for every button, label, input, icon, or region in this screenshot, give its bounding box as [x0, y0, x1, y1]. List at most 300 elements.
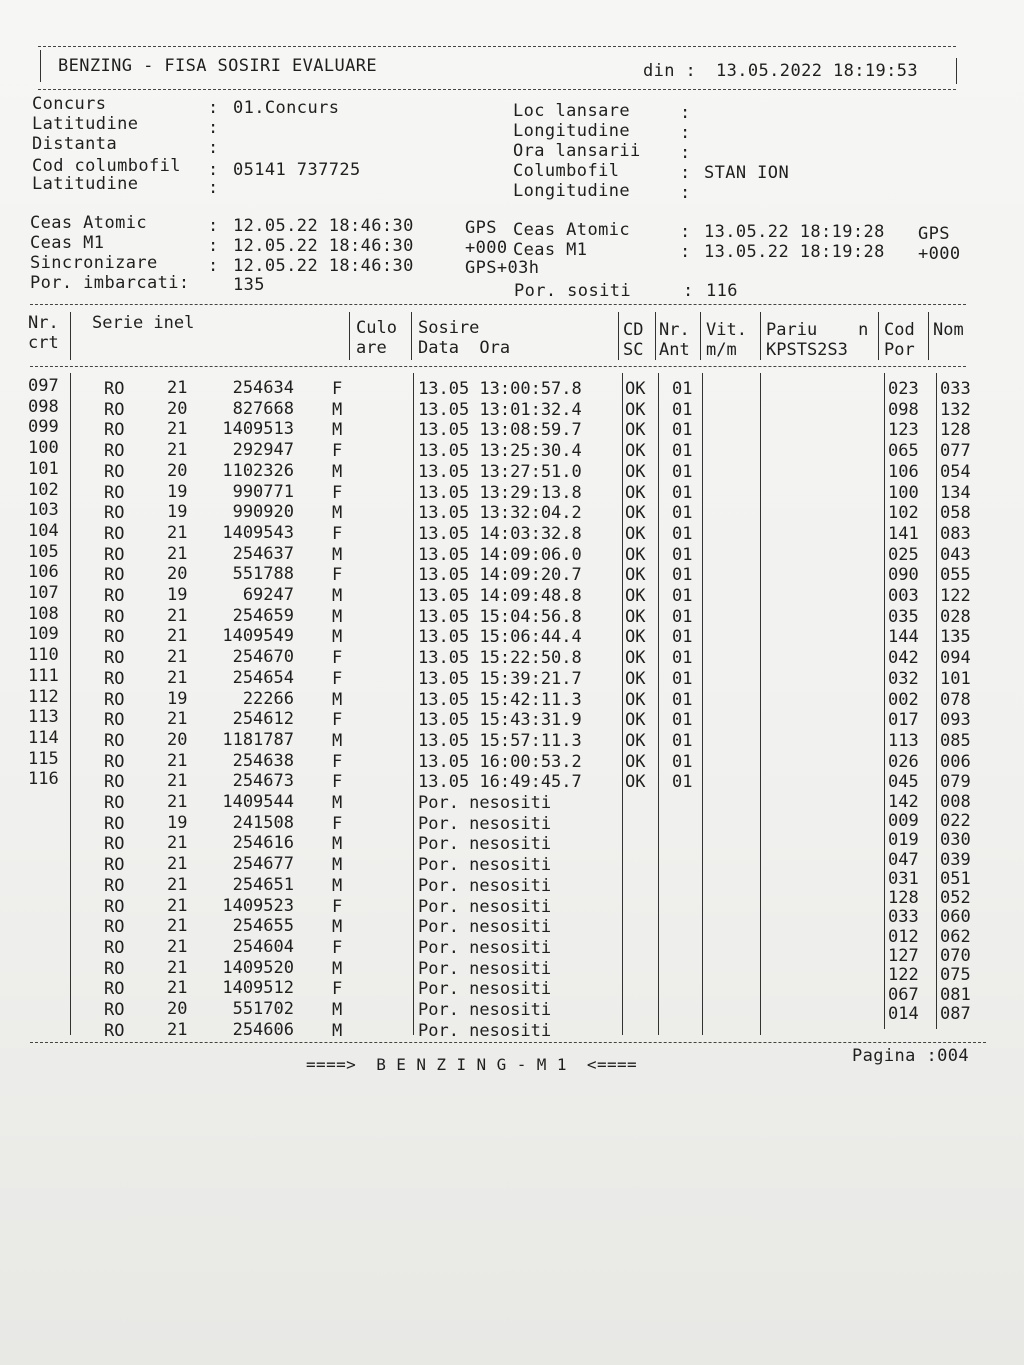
column-header-culoare: Culo — [356, 318, 397, 338]
check-status: OK — [625, 503, 646, 524]
column-divider — [700, 312, 701, 360]
cod-por: 144 — [888, 627, 919, 648]
ring-country: RO — [104, 420, 125, 441]
nom: 077 — [940, 441, 971, 462]
cod-por: 032 — [888, 668, 919, 689]
clock-value: 12.05.22 18:46:30 — [233, 216, 414, 236]
ring-year: 21 — [167, 895, 188, 916]
sex: M — [332, 606, 343, 627]
ring-year: 21 — [167, 667, 188, 688]
sex: F — [332, 482, 343, 503]
check-status: OK — [625, 730, 646, 751]
nom: 128 — [940, 420, 971, 441]
cod-por: 026 — [888, 751, 919, 772]
ring-number: 1409523 — [222, 895, 294, 916]
cod-por: 003 — [888, 586, 919, 606]
arrival-time: 13.05 15:04:56.8 — [418, 606, 582, 627]
check-status: OK — [625, 689, 646, 710]
nom: 055 — [940, 565, 971, 586]
row-number: 110 — [28, 645, 59, 666]
ring-year: 21 — [167, 419, 188, 440]
column-divider — [658, 373, 659, 1035]
ring-number: 1409512 — [222, 978, 294, 999]
row-number: 098 — [28, 396, 59, 417]
cod-por: 012 — [888, 926, 919, 947]
clock-extra: GPS — [465, 218, 497, 238]
ring-country: RO — [104, 710, 125, 731]
ring-year: 21 — [167, 750, 188, 771]
arrived-label: Por. sositi — [514, 281, 631, 301]
clock-label: Ceas M1 — [30, 233, 105, 253]
ring-year: 21 — [167, 957, 188, 978]
check-status: OK — [625, 606, 646, 627]
ring-number: 1181787 — [222, 729, 294, 750]
check-status: OK — [625, 399, 646, 420]
row-number: 114 — [28, 727, 59, 748]
cod-por: 031 — [888, 868, 919, 889]
cod-por: 017 — [888, 710, 919, 731]
ring-country: RO — [104, 772, 125, 793]
cod-por: 127 — [888, 946, 919, 966]
ring-number: 254670 — [232, 647, 294, 668]
ring-country: RO — [104, 441, 125, 462]
check-status: OK — [625, 482, 646, 503]
report-title: BENZING - FISA SOSIRI EVALUARE — [58, 56, 378, 76]
ring-year: 21 — [167, 543, 188, 564]
ring-year: 21 — [167, 916, 188, 937]
clock-extra: +000 — [465, 238, 508, 258]
ring-year: 20 — [167, 729, 188, 750]
cod-por: 113 — [888, 730, 919, 751]
info-label: Loc lansare — [513, 101, 630, 121]
header-right-border — [956, 58, 957, 84]
ring-country: RO — [104, 565, 125, 586]
ring-number: 254612 — [232, 709, 294, 730]
check-status: OK — [625, 441, 646, 462]
nom: 093 — [940, 710, 971, 731]
ring-number: 254677 — [232, 854, 294, 875]
arrival-time: Por. nesositi — [418, 979, 552, 1000]
column-header-pariu-line2: KPSTS2S3 — [766, 340, 848, 360]
info-separator: : — [208, 138, 219, 158]
column-divider — [928, 312, 929, 360]
info-label: Concurs — [32, 94, 107, 114]
sex: F — [332, 441, 343, 462]
check-status: OK — [625, 668, 646, 689]
antenna-number: 01 — [672, 523, 693, 544]
column-header-cdsc: CD — [623, 320, 644, 340]
ring-country: RO — [104, 627, 125, 648]
sex: M — [332, 1020, 343, 1041]
ring-number: 241508 — [232, 812, 294, 833]
arrival-time: 13.05 13:32:04.2 — [418, 503, 582, 524]
ring-year: 19 — [167, 688, 188, 709]
check-status: OK — [625, 565, 646, 586]
ring-year: 19 — [167, 812, 188, 833]
arrival-time: 13.05 13:01:32.4 — [418, 399, 582, 420]
sex: F — [332, 751, 343, 772]
ring-country: RO — [104, 523, 125, 544]
ring-year: 21 — [167, 440, 188, 461]
antenna-number: 01 — [672, 399, 693, 420]
nom: 039 — [940, 849, 971, 870]
antenna-number: 01 — [672, 461, 693, 482]
nom: 122 — [940, 586, 971, 606]
sex: M — [332, 730, 343, 751]
report-date: 13.05.2022 18:19:53 — [716, 61, 919, 81]
ring-year: 21 — [167, 833, 188, 854]
cod-por: 123 — [888, 420, 919, 441]
ring-year: 20 — [167, 999, 188, 1019]
antenna-number: 01 — [672, 668, 693, 689]
arrival-time: 13.05 15:57:11.3 — [418, 730, 582, 751]
column-header-culoare-line2: are — [356, 338, 387, 358]
ring-number: 69247 — [242, 585, 294, 605]
sex: F — [332, 772, 343, 793]
cod-por: 090 — [888, 565, 919, 586]
clock-value: 12.05.22 18:46:30 — [233, 256, 414, 276]
row-number: 106 — [28, 562, 59, 583]
info-label: Ora lansarii — [513, 141, 641, 161]
row-number: 108 — [28, 603, 59, 624]
check-status: OK — [625, 461, 646, 482]
ring-country: RO — [104, 482, 125, 503]
arrival-time: 13.05 13:25:30.4 — [418, 441, 582, 462]
info-separator: : — [208, 178, 219, 198]
ring-number: 254659 — [232, 605, 294, 626]
ring-number: 292947 — [232, 440, 294, 461]
arrival-time: 13.05 13:27:51.0 — [418, 461, 582, 482]
ring-number: 254673 — [232, 771, 294, 792]
ring-year: 21 — [167, 874, 188, 895]
column-divider — [760, 373, 761, 1035]
sex: F — [332, 979, 343, 1000]
row-number: 100 — [28, 438, 59, 459]
antenna-number: 01 — [672, 420, 693, 441]
check-status: OK — [625, 523, 646, 544]
ring-year: 21 — [167, 936, 188, 957]
info-label: Cod columbofil — [32, 156, 181, 176]
ring-number: 827668 — [232, 398, 294, 419]
column-divider — [622, 373, 623, 1035]
ring-year: 20 — [167, 564, 188, 585]
column-divider — [618, 312, 619, 360]
ring-number: 1409543 — [222, 522, 294, 543]
footer-brand: ====> B E N Z I N G - M 1 <==== — [306, 1055, 638, 1074]
sex: M — [332, 461, 343, 482]
sex: F — [332, 648, 343, 669]
cod-por: 023 — [888, 379, 919, 399]
cod-por: 141 — [888, 523, 919, 544]
nom: 006 — [940, 751, 971, 772]
clock-separator: : — [680, 242, 691, 262]
cod-por: 128 — [888, 888, 919, 909]
cod-por: 002 — [888, 689, 919, 710]
ring-country: RO — [104, 875, 125, 896]
nom: 078 — [940, 689, 971, 710]
ring-country: RO — [104, 937, 125, 958]
sex: F — [332, 523, 343, 544]
table-bottom-rule — [30, 1042, 986, 1043]
cod-por: 019 — [888, 830, 919, 851]
ring-country: RO — [104, 399, 125, 420]
ring-country: RO — [104, 606, 125, 627]
ring-number: 1102326 — [222, 460, 294, 481]
sex: M — [332, 544, 343, 565]
antenna-number: 01 — [672, 503, 693, 524]
ring-year: 20 — [167, 460, 188, 481]
column-header-sosire: Sosire — [418, 318, 480, 338]
antenna-number: 01 — [672, 730, 693, 751]
sex: F — [332, 813, 343, 834]
arrival-time: Por. nesositi — [418, 793, 552, 813]
ring-year: 21 — [167, 1019, 188, 1040]
column-header-codpor-line2: Por — [884, 340, 915, 360]
cod-por: 065 — [888, 441, 919, 462]
clock-separator: : — [208, 236, 219, 256]
sex: M — [332, 689, 343, 710]
arrival-time: 13.05 13:00:57.8 — [418, 379, 582, 399]
nom: 079 — [940, 772, 971, 793]
ring-number: 990920 — [232, 502, 294, 523]
nom: 028 — [940, 606, 971, 627]
ring-year: 21 — [167, 854, 188, 875]
arrival-time: Por. nesositi — [418, 1000, 552, 1020]
ring-country: RO — [104, 503, 125, 524]
table-top-rule — [30, 304, 966, 305]
column-header-nr: Nr. — [28, 313, 59, 333]
ring-country: RO — [104, 751, 125, 772]
nom: 132 — [940, 399, 971, 420]
clock-extra: GPS+03h — [465, 258, 540, 278]
sex: M — [332, 958, 343, 979]
clock-label: Ceas Atomic — [513, 220, 630, 240]
row-number: 105 — [28, 541, 59, 562]
nom: 101 — [940, 668, 971, 689]
ring-number: 551788 — [232, 564, 294, 585]
info-separator: : — [208, 160, 219, 180]
check-status: OK — [625, 586, 646, 606]
arrival-time: Por. nesositi — [418, 1020, 552, 1041]
sex: M — [332, 834, 343, 855]
info-separator: : — [680, 143, 691, 163]
sex: M — [332, 399, 343, 420]
ring-country: RO — [104, 958, 125, 979]
cod-por: 009 — [888, 810, 919, 831]
ring-country: RO — [104, 461, 125, 482]
ring-country: RO — [104, 813, 125, 834]
antenna-number: 01 — [672, 441, 693, 462]
ring-year: 21 — [167, 771, 188, 792]
sex: F — [332, 896, 343, 917]
row-number: 113 — [28, 707, 59, 728]
check-status: OK — [625, 772, 646, 793]
clock-separator: : — [680, 222, 691, 242]
antenna-number: 01 — [672, 482, 693, 503]
arrived-count: 116 — [706, 281, 738, 301]
clock-separator: : — [208, 216, 219, 236]
ring-number: 22266 — [242, 688, 294, 709]
boarded-count: 135 — [233, 275, 265, 295]
info-label: Latitudine — [32, 174, 139, 194]
cod-por: 122 — [888, 965, 919, 986]
info-separator: : — [680, 163, 691, 183]
nom: 070 — [940, 946, 971, 966]
arrival-time: 13.05 15:06:44.4 — [418, 627, 582, 648]
cod-por: 047 — [888, 849, 919, 870]
ring-year: 21 — [167, 792, 188, 812]
ring-country: RO — [104, 1020, 125, 1041]
clock-extra: GPS — [918, 224, 950, 244]
ring-country: RO — [104, 730, 125, 751]
ring-year: 21 — [167, 709, 188, 730]
clock-label: Ceas M1 — [513, 240, 588, 260]
ring-country: RO — [104, 668, 125, 689]
nom: 008 — [940, 791, 971, 812]
arrival-time: 13.05 16:00:53.2 — [418, 751, 582, 772]
ring-country: RO — [104, 379, 125, 399]
row-number: 104 — [28, 520, 59, 541]
ring-country: RO — [104, 1000, 125, 1020]
row-number: 115 — [28, 748, 59, 769]
cod-por: 067 — [888, 984, 919, 1005]
column-divider — [702, 373, 703, 1035]
check-status: OK — [625, 544, 646, 565]
column-divider — [936, 373, 937, 1029]
nom: 085 — [940, 730, 971, 751]
cod-por: 045 — [888, 772, 919, 793]
arrival-time: 13.05 15:42:11.3 — [418, 689, 582, 710]
nom: 135 — [940, 627, 971, 648]
ring-country: RO — [104, 855, 125, 876]
clock-separator: : — [208, 256, 219, 276]
column-header-vit: Vit. — [706, 320, 747, 340]
boarded-label: Por. imbarcati: — [30, 273, 190, 293]
ring-country: RO — [104, 917, 125, 938]
nom: 083 — [940, 523, 971, 544]
arrived-separator: : — [683, 281, 694, 301]
sex: M — [332, 503, 343, 524]
antenna-number: 01 — [672, 379, 693, 399]
antenna-number: 01 — [672, 710, 693, 731]
cod-por: 035 — [888, 606, 919, 627]
info-separator: : — [680, 123, 691, 143]
arrival-time: Por. nesositi — [418, 855, 552, 876]
ring-number: 1409513 — [222, 419, 294, 440]
cod-por: 033 — [888, 907, 919, 928]
antenna-number: 01 — [672, 627, 693, 648]
ring-number: 254604 — [232, 936, 294, 957]
check-status: OK — [625, 648, 646, 669]
row-number: 116 — [28, 769, 59, 790]
ring-year: 19 — [167, 481, 188, 502]
column-header-vit-line2: m/m — [706, 340, 737, 360]
nom: 062 — [940, 926, 971, 947]
column-header-codpor: Cod — [884, 320, 915, 340]
cod-por: 042 — [888, 648, 919, 669]
clock-value: 13.05.22 18:19:28 — [704, 222, 885, 242]
table-header-rule — [30, 366, 966, 367]
page-number: Pagina :004 — [852, 1046, 969, 1066]
row-number: 099 — [28, 417, 59, 438]
cod-por: 014 — [888, 1003, 919, 1024]
ring-number: 254616 — [232, 833, 294, 854]
row-number: 097 — [28, 376, 59, 396]
ring-number: 1409544 — [222, 792, 294, 812]
check-status: OK — [625, 627, 646, 648]
sex: M — [332, 875, 343, 896]
ring-number: 1409520 — [222, 957, 294, 978]
ring-number: 254638 — [232, 750, 294, 771]
ring-year: 21 — [167, 605, 188, 626]
antenna-number: 01 — [672, 689, 693, 710]
ring-number: 1409549 — [222, 626, 294, 647]
sex: M — [332, 855, 343, 876]
column-divider — [70, 373, 71, 1035]
info-separator: : — [680, 103, 691, 123]
column-divider — [411, 312, 412, 360]
ring-number: 254655 — [232, 916, 294, 937]
nom: 052 — [940, 888, 971, 909]
antenna-number: 01 — [672, 606, 693, 627]
column-divider — [349, 312, 350, 360]
nom: 094 — [940, 648, 971, 669]
arrival-time: 13.05 14:09:48.8 — [418, 586, 582, 606]
ring-year: 21 — [167, 647, 188, 668]
arrival-time: Por. nesositi — [418, 917, 552, 938]
info-value: STAN ION — [704, 163, 790, 183]
nom: 022 — [940, 810, 971, 831]
arrival-time: 13.05 13:29:13.8 — [418, 482, 582, 503]
column-divider — [655, 312, 656, 360]
antenna-number: 01 — [672, 586, 693, 606]
column-divider — [878, 312, 879, 360]
column-header-nrant: Nr. — [659, 320, 690, 340]
check-status: OK — [625, 379, 646, 399]
cod-por: 025 — [888, 544, 919, 565]
nom: 033 — [940, 379, 971, 399]
ring-year: 21 — [167, 978, 188, 999]
clock-extra: +000 — [918, 244, 961, 264]
row-number: 103 — [28, 500, 59, 521]
arrival-time: 13.05 15:22:50.8 — [418, 648, 582, 669]
sex: M — [332, 627, 343, 648]
ring-year: 21 — [167, 626, 188, 647]
ring-country: RO — [104, 689, 125, 710]
nom: 060 — [940, 907, 971, 928]
clock-value: 13.05.22 18:19:28 — [704, 242, 885, 262]
ring-country: RO — [104, 834, 125, 855]
arrival-time: 13.05 15:43:31.9 — [418, 710, 582, 731]
ring-number: 254634 — [232, 378, 294, 398]
sex: F — [332, 668, 343, 689]
report-date-label: din : — [643, 61, 697, 81]
ring-number: 551702 — [232, 999, 294, 1019]
arrival-time: 13.05 16:49:45.7 — [418, 772, 582, 793]
cod-por: 142 — [888, 791, 919, 812]
sex: F — [332, 565, 343, 586]
sex: M — [332, 793, 343, 813]
arrival-time: 13.05 14:09:06.0 — [418, 544, 582, 565]
cod-por: 106 — [888, 461, 919, 482]
arrival-time: Por. nesositi — [418, 958, 552, 979]
info-separator: : — [208, 118, 219, 138]
arrival-time: 13.05 13:08:59.7 — [418, 420, 582, 441]
cod-por: 102 — [888, 503, 919, 524]
clock-label: Ceas Atomic — [30, 213, 147, 233]
antenna-number: 01 — [672, 648, 693, 669]
antenna-number: 01 — [672, 772, 693, 793]
